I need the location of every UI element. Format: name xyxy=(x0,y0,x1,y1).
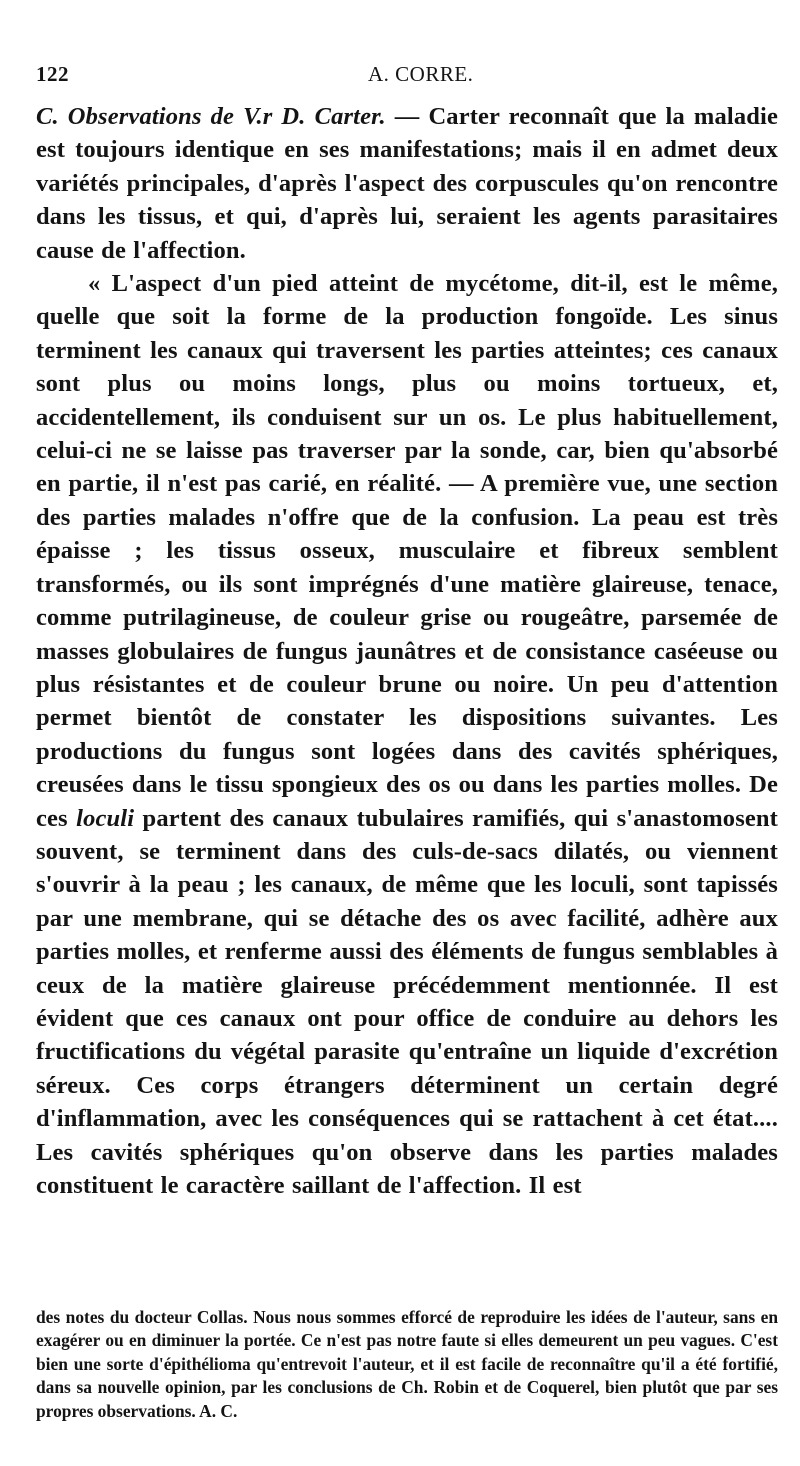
running-head: A. CORRE. xyxy=(368,62,474,86)
paragraph-carter-intro xyxy=(36,100,778,267)
paragraph-1-text: — Carter reconnaît que la maladie est toujours identique en ses manifestations; mais il en admet deux variétés principales, d'après l'aspect des corpuscules qu'on rencontre dans les tissus, et qui, d'après lui, seraient les agents parasitaires cause de l'affection. xyxy=(36,103,779,264)
page-header xyxy=(36,62,778,92)
paragraph-quote xyxy=(36,267,778,1202)
paragraph-2-text: « L'aspect d'un pied atteint de mycétome, dit-il, est le même, quelle que soit la forme de la production fongoïde. Les sinus terminent les canaux qui traversent les parties atteintes; ces canaux sont plus ou moins longs, plus ou moins tortueux, et, accidentellement, ils conduisent sur un os. Le plus habituellement, celui-ci ne se laisse pas traverser par la sonde, car, bien qu'absorbé en partie, il n'est pas carié, en réalité. — A première vue, une section des parties malades n'offre que de la confusion. La peau est très épaisse ; les tissus osseux, musculaire et fibreux semblent transformés, ou ils sont imprégnés d'une matière glaireuse, tenace, comme putrilagineuse, de couleur grise ou rougeâtre, parsemée de masses globulaires de fungus jaunâtres et de consistance caséeuse ou plus résistantes et de couleur brune ou noire. Un peu d'attention permet bientôt de constater les dispositions suivantes. Les productions du fungus sont logées dans des cavités sphériques, creusées dans le tissu spongieux des os ou dans les parties molles. De ces xyxy=(36,270,778,832)
page-number: 122 xyxy=(36,62,69,86)
footnote: des notes du docteur Collas. Nous nous sommes efforcé de reproduire les idées de l'auteur, sans en exagérer ou en diminuer la portée. Ce n'est pas notre faute si elles demeurent un peu vagues. C'est bien une sorte d'épithélioma qu'entrevoit l'auteur, et il est facile de reconnaître qu'il a été fortifié, dans sa nouvelle opinion, par les conclusions de Ch. Robin et de Coquerel, bien plutôt que par ses propres observations. A. C. xyxy=(36,1307,778,1421)
section-title: C. Observations de V.r D. Carter. xyxy=(36,103,386,130)
paragraph-2-text-end: partent des canaux tubulaires ramifiés, qui s'anastomosent souvent, se terminent dans des culs-de-sacs dilatés, ou viennent s'ouvrir à la peau ; les canaux, de même que les loculi, sont tapissés par une membrane, qui se détache des os avec facilité, adhère aux parties molles, et renferme aussi des éléments de fungus semblables à ceux de la matière glaireuse précédemment mentionnée. Il est évident que ces canaux ont pour office de conduire au dehors les fructifications du végétal parasite qu'entraîne un liquide d'excrétion séreux. Ces corps étrangers déterminent un certain degré d'inflammation, avec les conséquences qui se rattachent à cet état.... Les cavités sphériques qu'on observe dans les parties malades constituent le caractère saillant de l'affection. Il est xyxy=(36,804,778,1199)
body-text xyxy=(36,100,778,1202)
italic-term-loculi: loculi xyxy=(76,804,135,832)
